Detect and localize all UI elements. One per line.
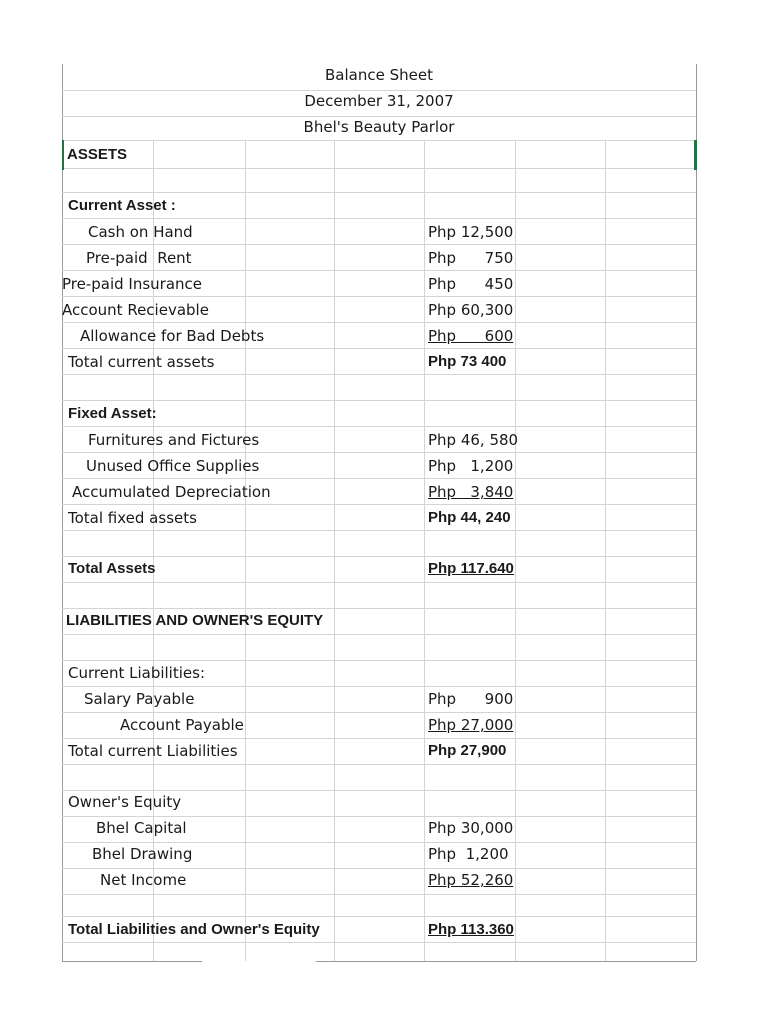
line-item-label: Unused Office Supplies — [86, 457, 260, 475]
report-date: December 31, 2007 — [304, 92, 454, 110]
row-divider — [62, 90, 696, 91]
row-divider — [62, 764, 696, 765]
row-divider — [62, 426, 696, 427]
subtotal-amount: Php 73 400 — [428, 353, 507, 370]
subtotal-label: Total current Liabilities — [68, 742, 238, 760]
line-item-amount: Php 900 — [428, 690, 514, 708]
line-item-label: Allowance for Bad Debts — [80, 327, 265, 345]
grand-total-label: Total Liabilities and Owner's Equity — [68, 921, 320, 938]
total-assets-label: Total Assets — [68, 560, 156, 577]
active-cell-marker — [694, 140, 697, 170]
row-divider — [62, 192, 696, 193]
line-item-amount: Php 750 — [428, 249, 514, 267]
line-item-amount: Php 3,840 — [428, 483, 514, 501]
row-divider — [62, 348, 696, 349]
row-divider — [62, 556, 696, 557]
line-item-amount: Php 52,260 — [428, 871, 514, 889]
line-item-amount: Php 1,200 — [428, 457, 514, 475]
col-divider — [605, 140, 606, 961]
page-title: Balance Sheet — [325, 66, 433, 84]
bottom-edge — [316, 961, 696, 962]
row-divider — [62, 244, 696, 245]
assets-heading: ASSETS — [67, 146, 128, 163]
line-item-label: Bhel Capital — [96, 819, 187, 837]
subtotal-label: Total current assets — [68, 353, 215, 371]
row-divider — [62, 582, 696, 583]
row-divider — [62, 140, 696, 141]
line-item-amount: Php 30,000 — [428, 819, 514, 837]
col-divider — [424, 140, 425, 961]
line-item-label: Salary Payable — [84, 690, 195, 708]
line-item-label: Pre-paid Rent — [86, 249, 192, 267]
row-divider — [62, 634, 696, 635]
subtotal-label: Total fixed assets — [68, 509, 197, 527]
row-divider — [62, 400, 696, 401]
row-divider — [62, 478, 696, 479]
row-divider — [62, 916, 696, 917]
line-item-label: Cash on Hand — [88, 223, 193, 241]
right-border — [696, 64, 697, 961]
current-liabilities-heading: Current Liabilities: — [68, 664, 205, 682]
active-cell-marker — [62, 140, 64, 170]
total-assets-amount: Php 117.640 — [428, 560, 514, 577]
row-divider — [62, 894, 696, 895]
row-divider — [62, 116, 696, 117]
col-divider — [334, 140, 335, 961]
subtotal-amount: Php 44, 240 — [428, 509, 511, 526]
line-item-amount: Php 600 — [428, 327, 514, 345]
line-item-label: Account Payable — [120, 716, 244, 734]
line-item-amount: Php 60,300 — [428, 301, 514, 319]
company-name: Bhel's Beauty Parlor — [303, 118, 455, 136]
row-divider — [62, 296, 696, 297]
row-divider — [62, 530, 696, 531]
row-divider — [62, 504, 696, 505]
line-item-label: Bhel Drawing — [92, 845, 193, 863]
bottom-edge — [62, 961, 202, 962]
line-item-amount: Php 27,000 — [428, 716, 514, 734]
line-item-label: Net Income — [100, 871, 187, 889]
liabilities-heading: LIABILITIES AND OWNER'S EQUITY — [66, 612, 324, 629]
line-item-label: Furnitures and Fictures — [88, 431, 260, 449]
current-asset-heading: Current Asset : — [68, 197, 176, 214]
col-divider — [245, 140, 246, 961]
row-divider — [62, 322, 696, 323]
row-divider — [62, 270, 696, 271]
line-item-label: Account Recievable — [62, 301, 209, 319]
line-item-amount: Php 12,500 — [428, 223, 514, 241]
row-divider — [62, 452, 696, 453]
row-divider — [62, 218, 696, 219]
equity-heading: Owner's Equity — [68, 793, 182, 811]
line-item-amount: Php 450 — [428, 275, 514, 293]
grand-total-amount: Php 113.360 — [428, 921, 514, 938]
line-item-amount: Php 46, 580 — [428, 431, 519, 449]
subtotal-amount: Php 27,900 — [428, 742, 507, 759]
row-divider — [62, 168, 696, 169]
row-divider — [62, 374, 696, 375]
fixed-asset-heading: Fixed Asset: — [68, 405, 157, 422]
col-divider — [515, 140, 516, 961]
left-border — [62, 64, 63, 961]
line-item-label: Accumulated Depreciation — [72, 483, 271, 501]
line-item-label: Pre-paid Insurance — [62, 275, 203, 293]
row-divider — [62, 942, 696, 943]
line-item-amount: Php 1,200 — [428, 845, 509, 863]
